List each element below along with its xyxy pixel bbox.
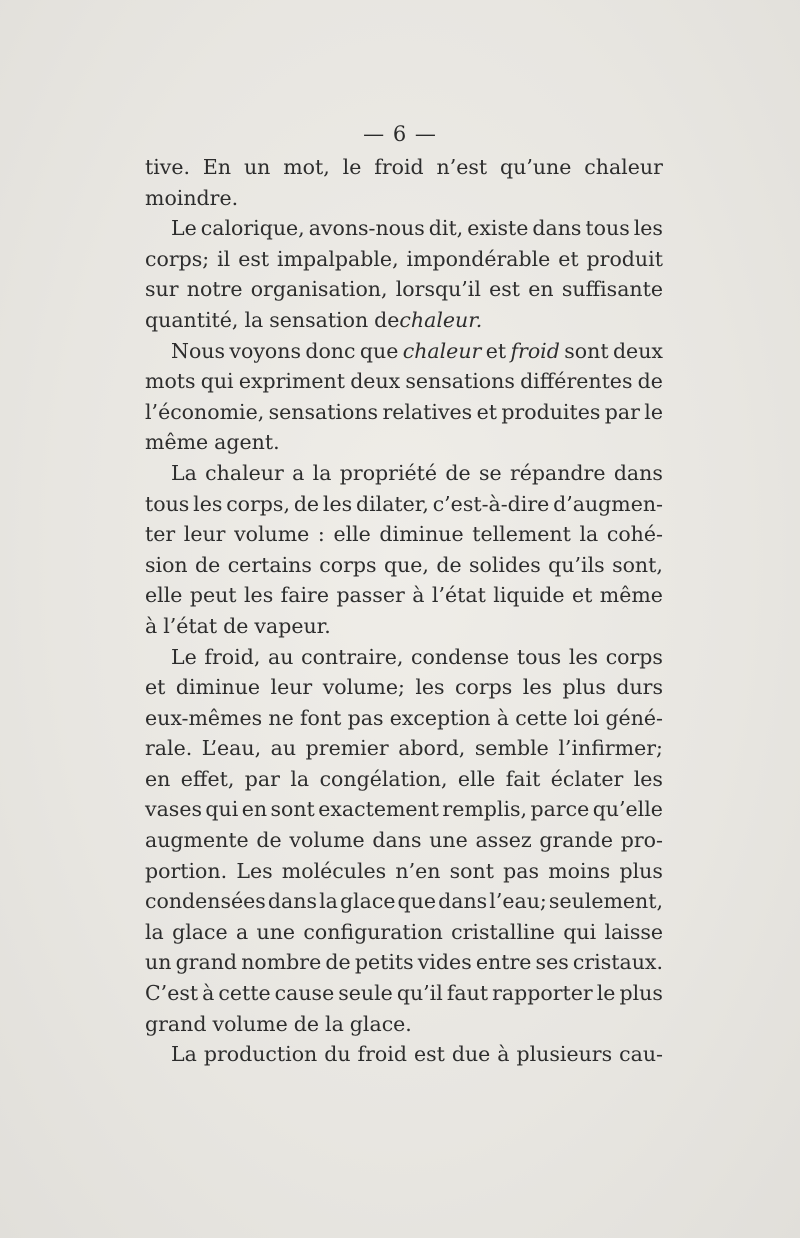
- text-line: eux-mêmes ne font pas exception à cette loi géné-: [145, 705, 663, 730]
- text-line: sion de certains corps que, de solides qu’ils sont,: [145, 552, 663, 577]
- text-line: moindre.: [145, 185, 239, 210]
- text-line: l’économie, sensations relatives et produites par le: [145, 399, 663, 424]
- text-line: Nous voyons donc que chaleur et froid sont deux: [171, 338, 663, 363]
- text-line: augmente de volume dans une assez grande pro-: [145, 828, 663, 853]
- body-text: [145, 152, 663, 1070]
- text-line: la glace a une configuration cristalline qui laisse: [145, 919, 663, 944]
- text-line: en effet, par la congélation, elle fait éclater les: [145, 766, 663, 791]
- text-line: tive. En un mot, le froid n’est qu’une chaleur: [145, 155, 663, 179]
- text-line: Le calorique, avons-nous dit, existe dans tous les: [171, 216, 663, 241]
- text-line: ter leur volume : elle diminue tellement la cohé-: [145, 522, 663, 547]
- text-line: La production du froid est due à plusieurs cau-: [171, 1042, 663, 1067]
- text-line: et diminue leur volume; les corps les plus durs: [145, 675, 663, 700]
- text-line: mots qui expriment deux sensations différentes de: [145, 369, 663, 394]
- text-line: sur notre organisation, lorsqu’il est en suffisante: [145, 277, 663, 302]
- text-line: grand volume de la glace.: [145, 1011, 412, 1036]
- text-line: elle peut les faire passer à l’état liquide et même: [145, 583, 663, 608]
- text-line: portion. Les molécules n’en sont pas moins plus: [145, 858, 663, 883]
- text-line: corps; il est impalpable, impondérable et produit: [145, 246, 663, 271]
- text-line: vases qui en sont exactement remplis, parce qu’elle: [145, 797, 663, 822]
- text-line: un grand nombre de petits vides entre ses cristaux.: [145, 950, 663, 975]
- text-line: à l’état de vapeur.: [145, 613, 331, 638]
- text-line: Le froid, au contraire, condense tous les corps: [171, 644, 663, 669]
- text-line: condensées dans la glace que dans l’eau; seulement,: [145, 889, 663, 914]
- text-line: tous les corps, de les dilater, c’est-à-dire d’augmen-: [145, 491, 663, 516]
- text-line: même agent.: [145, 430, 280, 455]
- page-number: — 6 —: [363, 122, 437, 146]
- text-line: La chaleur a la propriété de se répandre dans: [171, 460, 663, 485]
- text-line: rale. L’eau, au premier abord, semble l’infirmer;: [145, 736, 663, 761]
- text-line: C’est à cette cause seule qu’il faut rapporter le plus: [145, 981, 663, 1006]
- text-line: quantité, la sensation de chaleur.: [145, 307, 483, 332]
